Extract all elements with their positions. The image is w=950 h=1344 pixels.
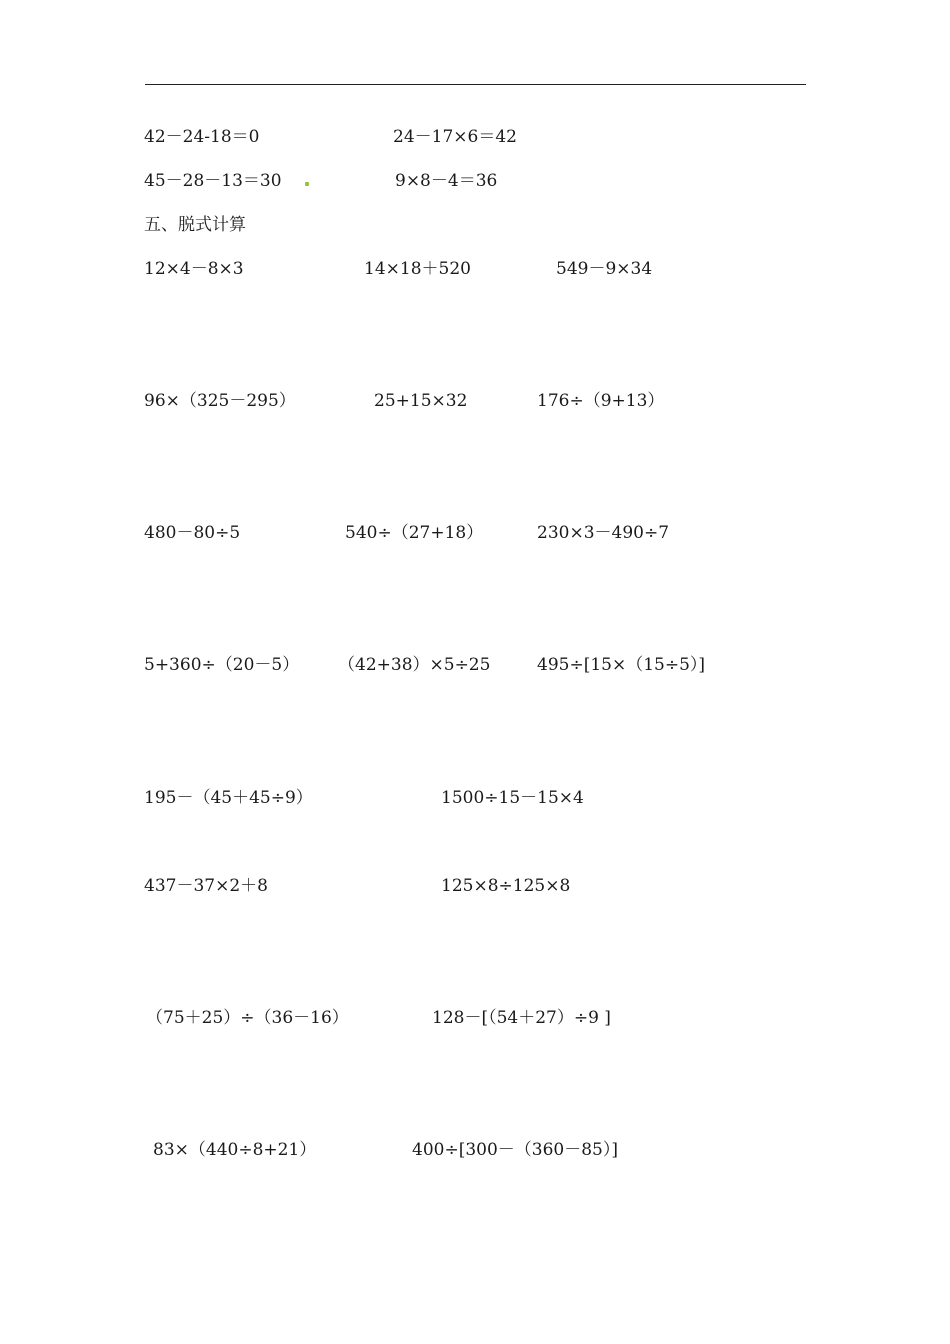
section-heading: 五、脱式计算 xyxy=(144,215,246,235)
check-equation: 9×8－4＝36 xyxy=(395,171,498,191)
problem: 12×4－8×3 xyxy=(144,259,244,279)
problem: 195－（45＋45÷9） xyxy=(144,788,313,808)
check-equation: 45－28－13＝30 xyxy=(144,171,282,191)
check-equation: 24－17×6＝42 xyxy=(393,127,517,147)
header-rule xyxy=(145,84,806,85)
problem: 230×3－490÷7 xyxy=(537,523,670,543)
problem: 14×18＋520 xyxy=(364,259,471,279)
problem: （42+38）×5÷25 xyxy=(338,655,491,675)
problem: （75＋25）÷（36－16） xyxy=(146,1008,349,1028)
problem: 1500÷15－15×4 xyxy=(441,788,584,808)
problem: 125×8÷125×8 xyxy=(441,876,571,896)
problem: 128－[（54＋27）÷9 ] xyxy=(432,1008,611,1028)
problem: 480－80÷5 xyxy=(144,523,241,543)
problem: 25+15×32 xyxy=(374,391,468,411)
problem: 400÷[300－（360－85）] xyxy=(412,1140,618,1160)
marker-dot xyxy=(305,182,309,186)
problem: 437－37×2＋8 xyxy=(144,876,268,896)
problem: 83×（440÷8+21） xyxy=(153,1140,317,1160)
problem: 540÷（27+18） xyxy=(345,523,484,543)
problem: 176÷（9+13） xyxy=(537,391,665,411)
problem: 96×（325－295） xyxy=(144,391,296,411)
problem: 549－9×34 xyxy=(556,259,653,279)
check-equation: 42－24-18＝0 xyxy=(144,127,260,147)
problem: 495÷[15×（15÷5）] xyxy=(537,655,706,675)
problem: 5+360÷（20－5） xyxy=(144,655,300,675)
